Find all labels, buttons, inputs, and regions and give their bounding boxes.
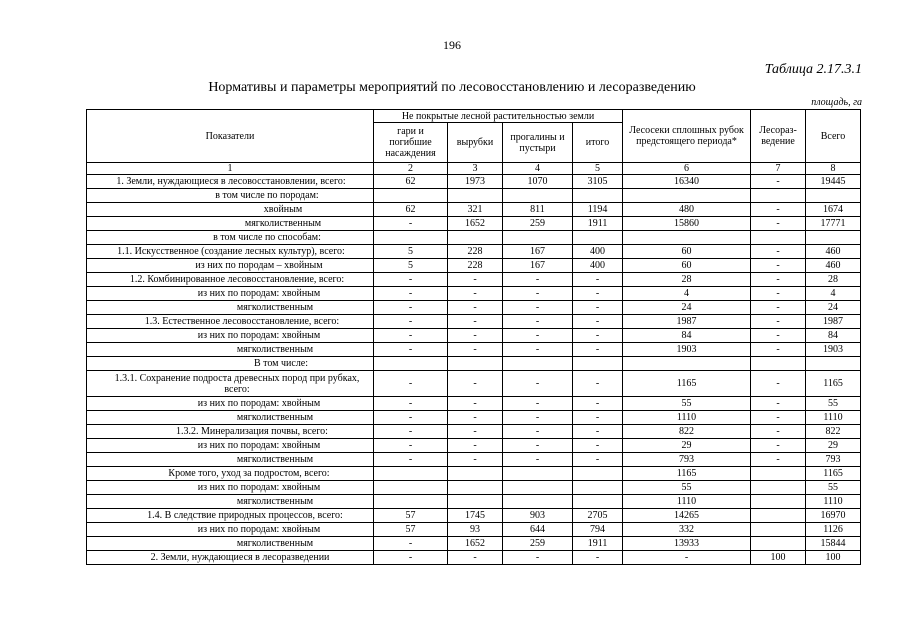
row-value — [751, 509, 806, 523]
column-number: 5 — [573, 163, 623, 175]
row-value: - — [751, 175, 806, 189]
row-label: 1.2. Комбинированное лесовосстановление, всего: — [87, 273, 374, 287]
row-value: - — [374, 273, 448, 287]
row-value: 1674 — [806, 203, 861, 217]
row-value — [448, 357, 503, 371]
row-value — [751, 189, 806, 203]
row-value: - — [448, 329, 503, 343]
row-value: - — [448, 371, 503, 397]
row-value: 1165 — [806, 467, 861, 481]
row-label: 1.4. В следствие природных процессов, всего: — [87, 509, 374, 523]
table-row — [87, 301, 861, 315]
row-value — [806, 357, 861, 371]
row-label: мягколиственным — [87, 537, 374, 551]
header-total: Всего — [806, 110, 861, 163]
column-number: 3 — [448, 163, 503, 175]
column-number-row — [87, 163, 861, 175]
row-value: 17771 — [806, 217, 861, 231]
row-value: - — [448, 425, 503, 439]
row-label: Кроме того, уход за подростом, всего: — [87, 467, 374, 481]
row-value: - — [374, 425, 448, 439]
row-label: мягколиственным — [87, 301, 374, 315]
column-number: 2 — [374, 163, 448, 175]
header-indicators: Показатели — [87, 110, 374, 163]
row-value — [751, 481, 806, 495]
row-value — [503, 495, 573, 509]
row-value: - — [573, 287, 623, 301]
table-row — [87, 273, 861, 287]
row-value: - — [573, 315, 623, 329]
header-cuttings: вырубки — [448, 123, 503, 163]
row-value: 167 — [503, 245, 573, 259]
row-value — [374, 495, 448, 509]
row-value: 29 — [806, 439, 861, 453]
row-value — [374, 357, 448, 371]
column-number: 6 — [623, 163, 751, 175]
row-value: 28 — [623, 273, 751, 287]
row-label: 2. Земли, нуждающиеся в лесоразведении — [87, 551, 374, 565]
row-value — [573, 357, 623, 371]
row-label: В том числе: — [87, 357, 374, 371]
table-row — [87, 329, 861, 343]
row-value: - — [573, 273, 623, 287]
table-row — [87, 343, 861, 357]
row-value: - — [751, 315, 806, 329]
row-label: из них по породам: хвойным — [87, 329, 374, 343]
row-value: 1110 — [623, 411, 751, 425]
row-value — [751, 357, 806, 371]
table-row — [87, 523, 861, 537]
row-value: - — [573, 329, 623, 343]
table-row — [87, 189, 861, 203]
row-value: 903 — [503, 509, 573, 523]
row-value — [751, 231, 806, 245]
row-value: 28 — [806, 273, 861, 287]
row-value: 811 — [503, 203, 573, 217]
row-value: 1987 — [623, 315, 751, 329]
row-value: 84 — [806, 329, 861, 343]
row-value: - — [374, 439, 448, 453]
row-value: - — [374, 371, 448, 397]
row-value: - — [751, 217, 806, 231]
row-value: - — [573, 371, 623, 397]
table-row — [87, 245, 861, 259]
row-value: 55 — [623, 397, 751, 411]
row-value: 1070 — [503, 175, 573, 189]
row-value: - — [374, 343, 448, 357]
row-value: - — [448, 411, 503, 425]
row-value: - — [573, 397, 623, 411]
row-value: 100 — [751, 551, 806, 565]
row-value — [374, 189, 448, 203]
row-value — [503, 481, 573, 495]
row-value: - — [503, 453, 573, 467]
row-value: 480 — [623, 203, 751, 217]
row-value: 460 — [806, 259, 861, 273]
row-value: 4 — [806, 287, 861, 301]
row-value — [751, 467, 806, 481]
row-value: 93 — [448, 523, 503, 537]
table-row — [87, 537, 861, 551]
row-value: - — [374, 453, 448, 467]
row-value: - — [623, 551, 751, 565]
row-label: в том числе по породам: — [87, 189, 374, 203]
row-value: 60 — [623, 259, 751, 273]
row-value: 644 — [503, 523, 573, 537]
row-value: 2705 — [573, 509, 623, 523]
row-value — [503, 189, 573, 203]
row-value: - — [751, 329, 806, 343]
row-value: - — [503, 551, 573, 565]
header-afforestation: Лесораз-ведение — [751, 110, 806, 163]
row-value — [573, 481, 623, 495]
row-value — [374, 467, 448, 481]
row-value: 1745 — [448, 509, 503, 523]
row-value: - — [374, 315, 448, 329]
row-value — [751, 537, 806, 551]
table-row — [87, 467, 861, 481]
row-value: - — [503, 301, 573, 315]
row-value — [751, 523, 806, 537]
row-value: 332 — [623, 523, 751, 537]
row-value: - — [374, 397, 448, 411]
row-value: 62 — [374, 203, 448, 217]
row-value: 460 — [806, 245, 861, 259]
row-value: - — [751, 425, 806, 439]
row-label: мягколиственным — [87, 343, 374, 357]
row-value: - — [503, 397, 573, 411]
row-value: 321 — [448, 203, 503, 217]
row-value: 822 — [623, 425, 751, 439]
table-row — [87, 217, 861, 231]
row-value: 167 — [503, 259, 573, 273]
row-value: 1165 — [623, 371, 751, 397]
row-value — [448, 189, 503, 203]
row-value: 1165 — [806, 371, 861, 397]
table-row — [87, 411, 861, 425]
row-value: 5 — [374, 259, 448, 273]
row-value: 57 — [374, 509, 448, 523]
row-value: - — [573, 301, 623, 315]
row-value: - — [448, 439, 503, 453]
table-row — [87, 453, 861, 467]
row-value: 1194 — [573, 203, 623, 217]
row-value: 100 — [806, 551, 861, 565]
table-row — [87, 439, 861, 453]
row-value: - — [374, 301, 448, 315]
row-value: - — [503, 273, 573, 287]
row-label: из них по породам: хвойным — [87, 523, 374, 537]
row-value: - — [751, 203, 806, 217]
column-number: 7 — [751, 163, 806, 175]
row-value: - — [448, 315, 503, 329]
row-value: - — [503, 343, 573, 357]
row-value — [448, 495, 503, 509]
header-glades: прогалины и пустыри — [503, 123, 573, 163]
row-value: 84 — [623, 329, 751, 343]
row-label: из них по породам: хвойным — [87, 397, 374, 411]
row-label: 1.1. Искусственное (создание лесных культур), всего: — [87, 245, 374, 259]
table-row — [87, 259, 861, 273]
column-number: 1 — [87, 163, 374, 175]
row-value: 5 — [374, 245, 448, 259]
row-value: 1903 — [623, 343, 751, 357]
row-value — [503, 231, 573, 245]
row-value: - — [751, 371, 806, 397]
row-value — [623, 189, 751, 203]
row-label: из них по породам: хвойным — [87, 481, 374, 495]
row-value: 1987 — [806, 315, 861, 329]
row-value: - — [374, 329, 448, 343]
row-value: - — [573, 411, 623, 425]
row-value: 1652 — [448, 537, 503, 551]
row-value — [623, 357, 751, 371]
row-value: 29 — [623, 439, 751, 453]
row-value: 55 — [806, 397, 861, 411]
row-value: 400 — [573, 245, 623, 259]
column-number: 4 — [503, 163, 573, 175]
row-value — [623, 231, 751, 245]
table-row — [87, 371, 861, 397]
document-title: Нормативы и параметры мероприятий по лесовосстановлению и лесоразведению — [208, 80, 696, 95]
row-value: - — [448, 273, 503, 287]
row-value: 228 — [448, 245, 503, 259]
row-value: 1652 — [448, 217, 503, 231]
row-value: - — [573, 453, 623, 467]
row-value: 1110 — [623, 495, 751, 509]
header-burned: гари и погибшие насаждения — [374, 123, 448, 163]
row-value: 57 — [374, 523, 448, 537]
row-value: 259 — [503, 217, 573, 231]
reforestation-table — [86, 109, 861, 565]
row-value — [374, 481, 448, 495]
row-value: 1110 — [806, 495, 861, 509]
row-value: - — [573, 551, 623, 565]
row-label: 1.3.2. Минерализация почвы, всего: — [87, 425, 374, 439]
row-value: 1911 — [573, 537, 623, 551]
table-row — [87, 175, 861, 189]
table-id: Таблица 2.17.3.1 — [764, 62, 862, 77]
row-label: мягколиственным — [87, 495, 374, 509]
row-value — [573, 231, 623, 245]
row-value: 793 — [806, 453, 861, 467]
row-value: - — [751, 439, 806, 453]
row-label: 1.3.1. Сохранение подроста древесных пород при рубках, всего: — [87, 371, 374, 397]
row-value: 19445 — [806, 175, 861, 189]
row-value — [573, 495, 623, 509]
row-value: 24 — [806, 301, 861, 315]
row-label: мягколиственным — [87, 453, 374, 467]
row-value: - — [448, 301, 503, 315]
row-value: 400 — [573, 259, 623, 273]
row-value: 822 — [806, 425, 861, 439]
row-value: 13933 — [623, 537, 751, 551]
table-row — [87, 509, 861, 523]
row-value: - — [374, 287, 448, 301]
row-label: 1. Земли, нуждающиеся в лесовосстановлении, всего: — [87, 175, 374, 189]
row-value: - — [751, 259, 806, 273]
row-value: 3105 — [573, 175, 623, 189]
row-value: 1165 — [623, 467, 751, 481]
row-label: из них по породам: хвойным — [87, 439, 374, 453]
header-clearcut-sites: Лесосеки сплошных рубок предстоящего периода* — [623, 110, 751, 163]
header-uncovered-lands: Не покрытые лесной растительностью земли — [374, 110, 623, 123]
row-value: - — [503, 371, 573, 397]
row-value: - — [503, 411, 573, 425]
row-value: 1911 — [573, 217, 623, 231]
row-value: 1126 — [806, 523, 861, 537]
column-number: 8 — [806, 163, 861, 175]
row-value: - — [448, 397, 503, 411]
row-value: - — [751, 273, 806, 287]
row-value: 55 — [806, 481, 861, 495]
table-row — [87, 315, 861, 329]
row-label: хвойным — [87, 203, 374, 217]
page-number: 196 — [443, 38, 461, 52]
row-value — [448, 231, 503, 245]
row-value — [448, 467, 503, 481]
row-value — [503, 357, 573, 371]
row-value: 4 — [623, 287, 751, 301]
row-value: - — [751, 397, 806, 411]
row-label: из них по породам – хвойным — [87, 259, 374, 273]
table-row — [87, 287, 861, 301]
row-value: - — [503, 439, 573, 453]
row-value: 60 — [623, 245, 751, 259]
row-value: - — [448, 453, 503, 467]
row-label: мягколиственным — [87, 217, 374, 231]
row-value: 1973 — [448, 175, 503, 189]
table-row — [87, 397, 861, 411]
row-value: - — [751, 453, 806, 467]
row-value: 228 — [448, 259, 503, 273]
row-value: - — [751, 287, 806, 301]
row-value: 16970 — [806, 509, 861, 523]
row-label: 1.3. Естественное лесовосстановление, всего: — [87, 315, 374, 329]
table-row — [87, 203, 861, 217]
row-value: - — [448, 287, 503, 301]
row-value: - — [573, 425, 623, 439]
row-value: 24 — [623, 301, 751, 315]
row-value: - — [573, 343, 623, 357]
row-value: - — [751, 411, 806, 425]
row-value — [573, 467, 623, 481]
row-value — [374, 231, 448, 245]
table-row — [87, 425, 861, 439]
row-value — [448, 481, 503, 495]
row-value: - — [751, 301, 806, 315]
row-value: - — [503, 287, 573, 301]
row-value — [573, 189, 623, 203]
header-subtotal: итого — [573, 123, 623, 163]
row-value — [806, 189, 861, 203]
table-row — [87, 495, 861, 509]
row-value: - — [503, 315, 573, 329]
row-value: - — [374, 537, 448, 551]
row-value: 1903 — [806, 343, 861, 357]
row-value: - — [448, 343, 503, 357]
row-value: 1110 — [806, 411, 861, 425]
row-value: - — [751, 343, 806, 357]
unit-label: площадь, га — [811, 97, 862, 108]
table-row — [87, 357, 861, 371]
row-value: - — [374, 551, 448, 565]
row-value — [503, 467, 573, 481]
row-value: - — [503, 329, 573, 343]
row-value: 14265 — [623, 509, 751, 523]
row-value: - — [374, 411, 448, 425]
row-value: 15860 — [623, 217, 751, 231]
row-value: - — [503, 425, 573, 439]
row-value: 793 — [623, 453, 751, 467]
row-value — [806, 231, 861, 245]
row-value: 15844 — [806, 537, 861, 551]
row-value: - — [751, 245, 806, 259]
row-value: - — [573, 439, 623, 453]
row-label: в том числе по способам: — [87, 231, 374, 245]
row-label: из них по породам: хвойным — [87, 287, 374, 301]
row-label: мягколиственным — [87, 411, 374, 425]
row-value: 259 — [503, 537, 573, 551]
table-row — [87, 231, 861, 245]
row-value: - — [374, 217, 448, 231]
row-value: 794 — [573, 523, 623, 537]
row-value: 62 — [374, 175, 448, 189]
row-value: 16340 — [623, 175, 751, 189]
row-value: 55 — [623, 481, 751, 495]
row-value — [751, 495, 806, 509]
table-row — [87, 551, 861, 565]
row-value: - — [448, 551, 503, 565]
table-body — [87, 175, 861, 565]
table-row — [87, 481, 861, 495]
